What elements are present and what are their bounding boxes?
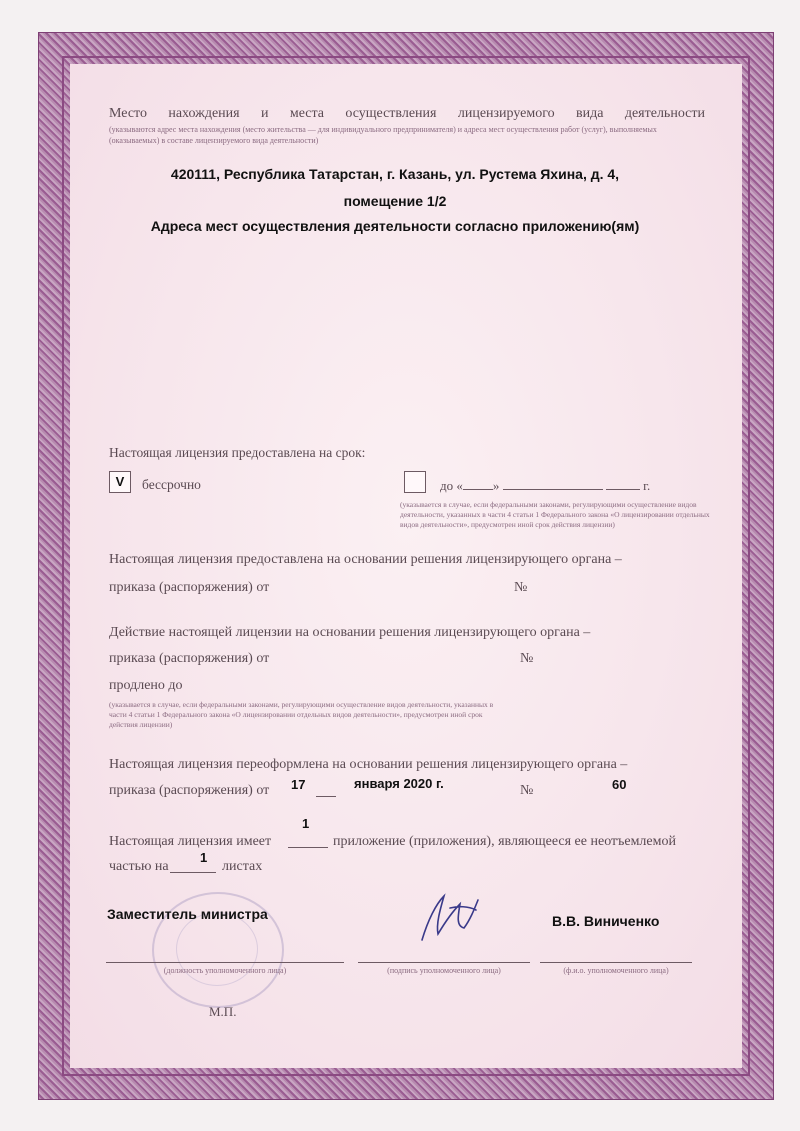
reissue-number-sign: №	[520, 783, 534, 798]
location-heading: Место нахождения и места осуществления лицензируемого вида деятельности	[109, 106, 705, 121]
reissue-day: 17	[291, 777, 306, 792]
appendix-pages-prefix: частью на	[109, 859, 169, 874]
appendix-pages: 1	[200, 850, 208, 865]
address-line-3: Адреса мест осуществления деятельности согласно приложению(ям)	[150, 218, 640, 234]
reissue-month-year: января 2020 г.	[354, 776, 444, 791]
until-year-blank	[606, 489, 640, 490]
appendix-count: 1	[302, 816, 310, 831]
until-checkbox	[404, 471, 426, 493]
extension-number-sign: №	[520, 651, 534, 666]
basis-number-sign: №	[514, 580, 528, 595]
appendix-prefix: Настоящая лицензия имеет	[109, 834, 272, 849]
reissue-line-1: Настоящая лицензия переоформлена на основании решения лицензирующего органа –	[109, 757, 628, 772]
until-day-blank	[463, 489, 493, 490]
position-underline	[106, 962, 344, 963]
basis-line-2: приказа (распоряжения) от	[109, 580, 270, 595]
signature-underline	[358, 962, 530, 963]
signer-name: В.В. Виниченко	[552, 913, 660, 929]
caption-name: (ф.и.о. уполномоченного лица)	[563, 966, 669, 975]
basis-line-1: Настоящая лицензия предоставлена на основании решения лицензирующего органа –	[109, 552, 622, 567]
reissue-line-2: приказа (распоряжения) от	[109, 783, 270, 798]
signer-position: Заместитель министра	[107, 906, 268, 922]
until-mid: »	[492, 478, 500, 493]
indefinite-label: бессрочно	[142, 477, 201, 492]
location-note: (указываются адрес места нахождения (место жительства — для индивидуального предпринимателя) и адреса мест осуществления работ (услуг), выполняемых (оказываемых) в составе лицензируемого вида деятельности)	[109, 125, 657, 145]
caption-position: (должность уполномоченного лица)	[163, 966, 287, 975]
address-line-2: помещение 1/2	[343, 193, 447, 209]
term-heading: Настоящая лицензия предоставлена на срок:	[109, 445, 366, 460]
appendix-pages-suffix: листах	[222, 859, 263, 874]
until-date-line	[440, 478, 710, 494]
until-suffix: г.	[643, 478, 651, 493]
extension-note: (указывается в случае, если федеральными законами, регулирующими осуществление видов деятельности, указанных в части 4 статьи 1 Федерального закона «О лицензировании отдельных видов деятельности», предусмотрен иной срок действия лицензии)	[109, 700, 494, 729]
address-line-1: 420111, Республика Татарстан, г. Казань, ул. Рустема Яхина, д. 4,	[170, 166, 620, 182]
until-month-blank	[503, 489, 603, 490]
indefinite-checkbox: V	[109, 471, 131, 493]
appendix-suffix: приложение (приложения), являющееся ее неотъемлемой	[333, 834, 676, 849]
extension-line-2: приказа (распоряжения) от	[109, 651, 270, 666]
stamp-place-label: М.П.	[209, 1004, 237, 1019]
appendix-count-underline	[288, 847, 328, 848]
reissue-number: 60	[612, 777, 627, 792]
appendix-pages-underline	[170, 872, 216, 873]
name-underline	[540, 962, 692, 963]
reissue-day-underline	[316, 796, 336, 797]
handwritten-signature	[414, 890, 484, 946]
extension-line-1: Действие настоящей лицензии на основании решения лицензирующего органа –	[109, 625, 591, 640]
extended-until-label: продлено до	[109, 678, 183, 693]
until-prefix: до «	[440, 478, 463, 493]
caption-signature: (подпись уполномоченного лица)	[387, 966, 501, 975]
until-note: (указывается в случае, если федеральными законами, регулирующими осуществление видов деятельности, указанных в части 4 статьи 1 Федерального закона «О лицензировании отдельных видов деятельности», предусмотрен иной срок действия лицензии)	[400, 500, 710, 529]
